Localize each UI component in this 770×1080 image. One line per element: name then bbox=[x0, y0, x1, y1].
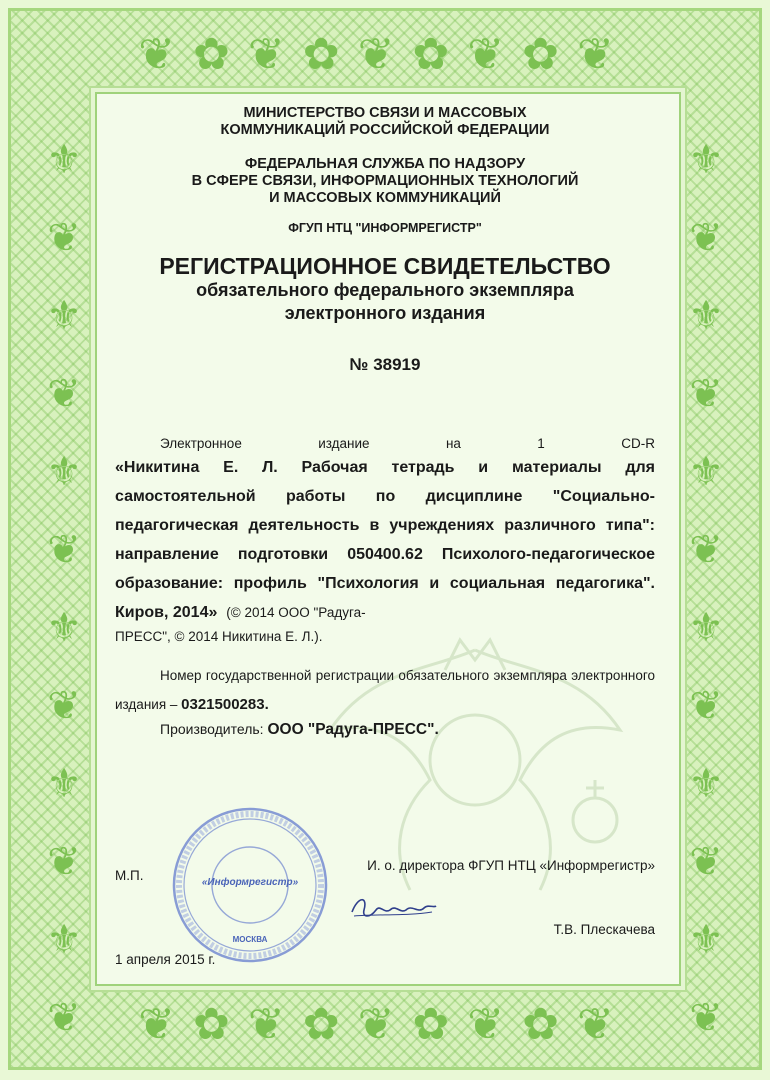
copyright-part-1: (© 2014 ООО "Радуга- bbox=[226, 605, 366, 620]
publication-paragraph bbox=[115, 436, 655, 647]
service-header bbox=[115, 156, 655, 207]
intro-word: 1 bbox=[537, 436, 545, 451]
ministry-line-1: МИНИСТЕРСТВО СВЯЗИ И МАССОВЫХ bbox=[243, 105, 527, 121]
document-subtitle-line-1: обязательного федерального экземпляра bbox=[196, 280, 574, 300]
document-subtitle-line-2: электронного издания bbox=[284, 303, 486, 323]
registration-number: 0321500283. bbox=[181, 696, 269, 713]
stamp-city: МОСКВА bbox=[232, 935, 268, 944]
right-ornament-icon: ⚜ ❦ ⚜ ❦ ⚜ ❦ ⚜ ❦ ⚜ ❦ ⚜ ❦ bbox=[688, 137, 724, 1041]
service-line-3: И МАССОВЫХ КОММУНИКАЦИЙ bbox=[269, 190, 501, 206]
publication-title: «Никитина Е. Л. Рабочая тетрадь и материалы для самостоятельной работы по дисциплине "Социально-педагогическая деятельность в учреждениях различного типа": направление подготовки 050400.62 Психолого-педагогическое образование: профиль "Психология и социальная педагогика". Киров, 2014» bbox=[115, 459, 655, 621]
issue-date: 1 апреля 2015 г. bbox=[115, 952, 216, 967]
ministry-line-2: КОММУНИКАЦИЙ РОССИЙСКОЙ ФЕДЕРАЦИИ bbox=[220, 122, 550, 138]
certificate-number: № 38919 bbox=[349, 355, 421, 374]
producer-line bbox=[115, 721, 655, 739]
certificate-content bbox=[115, 105, 655, 739]
document-title: РЕГИСТРАЦИОННОЕ СВИДЕТЕЛЬСТВО bbox=[159, 253, 611, 279]
handwritten-signature-icon bbox=[348, 892, 438, 924]
left-ornament-icon: ⚜ ❦ ⚜ ❦ ⚜ ❦ ⚜ ❦ ⚜ ❦ ⚜ ❦ bbox=[46, 137, 82, 1041]
service-line-2: В СФЕРЕ СВЯЗИ, ИНФОРМАЦИОННЫХ ТЕХНОЛОГИЙ bbox=[191, 173, 579, 189]
stamp-center-label: «Информрегистр» bbox=[201, 877, 299, 888]
stamp-text bbox=[170, 805, 330, 965]
intro-line bbox=[115, 436, 655, 451]
intro-word: Электронное bbox=[160, 436, 242, 451]
bottom-ornament-icon: ❦✿❦✿❦✿❦✿❦ bbox=[138, 999, 632, 1050]
intro-word: на bbox=[445, 436, 461, 451]
top-ornament-icon: ❦✿❦✿❦✿❦✿❦ bbox=[138, 29, 632, 80]
seal-place-label: М.П. bbox=[115, 868, 144, 883]
producer-name: ООО "Радуга-ПРЕСС". bbox=[267, 721, 439, 738]
publication-description bbox=[115, 453, 655, 627]
copyright-part-2: ПРЕСС", © 2014 Никитина Е. Л.). bbox=[115, 629, 323, 644]
director-title: И. о. директора ФГУП НТЦ «Информрегистр» bbox=[367, 858, 655, 873]
producer-label: Производитель: bbox=[160, 721, 264, 737]
intro-word: CD-R bbox=[621, 436, 655, 451]
signer-name: Т.В. Плескачева bbox=[553, 922, 655, 937]
regnum-text: Номер государственной регистрации обязательного экземпляра электронного издания – bbox=[115, 668, 655, 712]
registration-number-line bbox=[115, 661, 655, 719]
intro-word: издание bbox=[318, 436, 370, 451]
ministry-header bbox=[115, 105, 655, 139]
organization-header: ФГУП НТЦ "ИНФОРМРЕГИСТР" bbox=[288, 221, 482, 235]
service-line-1: ФЕДЕРАЛЬНАЯ СЛУЖБА ПО НАДЗОРУ bbox=[244, 156, 526, 172]
